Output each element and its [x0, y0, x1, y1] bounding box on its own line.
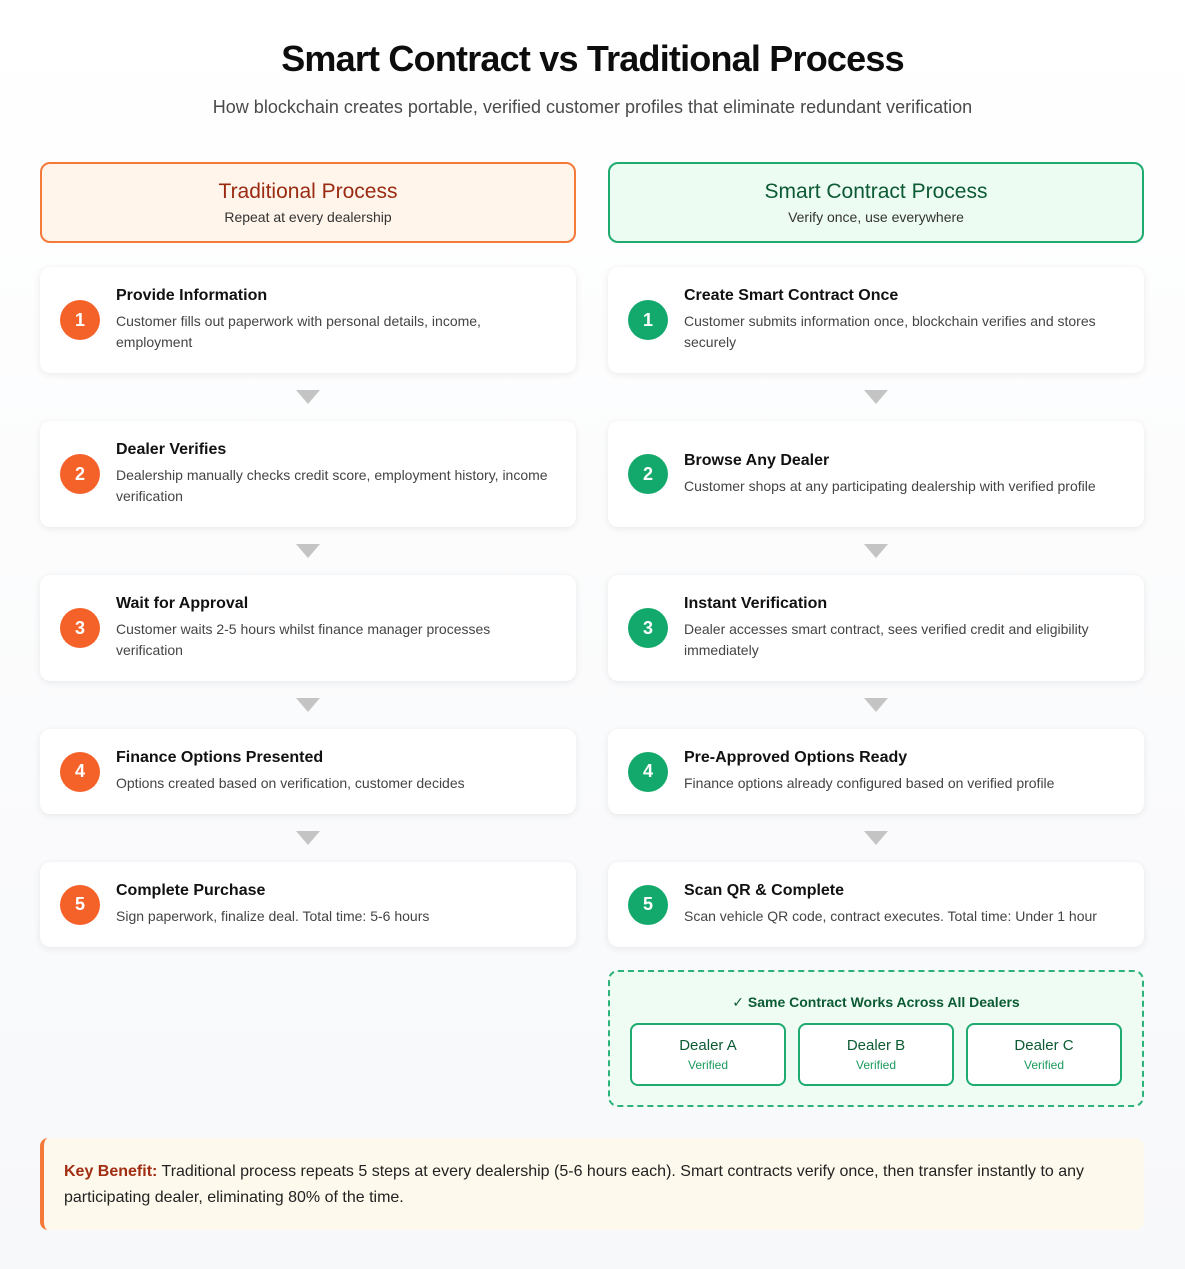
step-title: Scan QR & Complete	[684, 882, 845, 899]
down-arrow-icon	[40, 373, 576, 421]
step-number-badge: 4	[60, 752, 100, 792]
page-subtitle: How blockchain creates portable, verified customer profiles that eliminate redundant verification	[212, 97, 973, 117]
step-description: Finance options already configured based on verified profile	[684, 775, 1055, 791]
smart-step-3	[608, 575, 1144, 681]
step-description: Sign paperwork, finalize deal. Total time: 5-6 hours	[116, 908, 430, 924]
dealer-status: Verified	[1023, 1058, 1065, 1072]
key-benefit-text: Traditional process repeats 5 steps at every dealership (5-6 hours each). Smart contracts verify once, then transfer instantly to any participating dealer, eliminating 80% of the time.	[64, 1163, 1085, 1206]
traditional-column	[40, 162, 576, 947]
smart-step-1	[608, 267, 1144, 373]
down-arrow-icon	[608, 527, 1144, 575]
step-description: Dealership manually checks credit score, employment history, income verification	[116, 467, 548, 504]
step-title: Finance Options Presented	[116, 749, 324, 766]
step-title: Dealer Verifies	[116, 441, 227, 458]
dealer-name: Dealer B	[846, 1037, 906, 1054]
step-description: Customer shops at any participating dealership with verified profile	[684, 477, 1096, 494]
dealers-panel	[608, 970, 1144, 1107]
step-title: Browse Any Dealer	[684, 451, 830, 469]
dealer-card-a	[630, 1023, 786, 1086]
step-title: Instant Verification	[684, 595, 828, 612]
step-title: Complete Purchase	[116, 882, 266, 899]
down-arrow-icon	[40, 681, 576, 729]
step-number-badge: 1	[628, 300, 668, 340]
step-title: Wait for Approval	[116, 595, 249, 612]
dealer-card-c	[966, 1023, 1122, 1086]
dealer-name: Dealer A	[679, 1037, 737, 1054]
step-description: Dealer accesses smart contract, sees verified credit and eligibility immediately	[684, 621, 1089, 658]
step-description: Customer waits 2-5 hours whilst finance manager processes verification	[116, 621, 491, 658]
step-number-badge: 4	[628, 752, 668, 792]
step-number-badge: 5	[628, 885, 668, 925]
traditional-header	[40, 162, 576, 243]
traditional-steps	[40, 267, 576, 947]
dealer-card-b	[798, 1023, 954, 1086]
traditional-step-1	[40, 267, 576, 373]
down-arrow-icon	[40, 527, 576, 575]
down-arrow-icon	[40, 814, 576, 862]
dealer-status: Verified	[855, 1058, 897, 1072]
step-title: Create Smart Contract Once	[684, 287, 899, 304]
key-benefit-callout	[40, 1138, 1144, 1230]
smart-step-5	[608, 862, 1144, 947]
smart-contract-subtitle: Verify once, use everywhere	[788, 209, 964, 225]
step-title: Pre-Approved Options Ready	[684, 749, 908, 766]
down-arrow-icon	[608, 373, 1144, 421]
traditional-step-3	[40, 575, 576, 681]
dealer-name: Dealer C	[1014, 1037, 1074, 1054]
down-arrow-icon	[608, 814, 1144, 862]
dealer-status: Verified	[687, 1058, 729, 1072]
traditional-title: Traditional Process	[218, 180, 398, 203]
smart-step-2	[608, 421, 1144, 527]
step-title: Provide Information	[116, 287, 268, 304]
traditional-step-5	[40, 862, 576, 947]
step-description: Options created based on verification, customer decides	[116, 775, 465, 791]
step-number-badge: 2	[60, 454, 100, 494]
step-number-badge: 2	[628, 454, 668, 494]
dealers-panel-title: ✓ Same Contract Works Across All Dealers	[732, 994, 1020, 1010]
smart-contract-column	[608, 162, 1144, 947]
step-number-badge: 3	[60, 608, 100, 648]
page-title: Smart Contract vs Traditional Process	[281, 38, 904, 79]
down-arrow-icon	[608, 681, 1144, 729]
traditional-subtitle: Repeat at every dealership	[224, 209, 392, 225]
smart-contract-header	[608, 162, 1144, 243]
key-benefit-label: Key Benefit:	[64, 1163, 158, 1180]
traditional-step-2	[40, 421, 576, 527]
smart-contract-steps	[608, 267, 1144, 947]
step-number-badge: 3	[628, 608, 668, 648]
traditional-step-4	[40, 729, 576, 814]
step-number-badge: 1	[60, 300, 100, 340]
smart-contract-title: Smart Contract Process	[764, 180, 988, 203]
step-number-badge: 5	[60, 885, 100, 925]
step-description: Customer fills out paperwork with personal details, income, employment	[116, 313, 481, 350]
step-description: Scan vehicle QR code, contract executes. Total time: Under 1 hour	[684, 908, 1097, 924]
step-description: Customer submits information once, blockchain verifies and stores securely	[684, 313, 1096, 350]
smart-step-4	[608, 729, 1144, 814]
